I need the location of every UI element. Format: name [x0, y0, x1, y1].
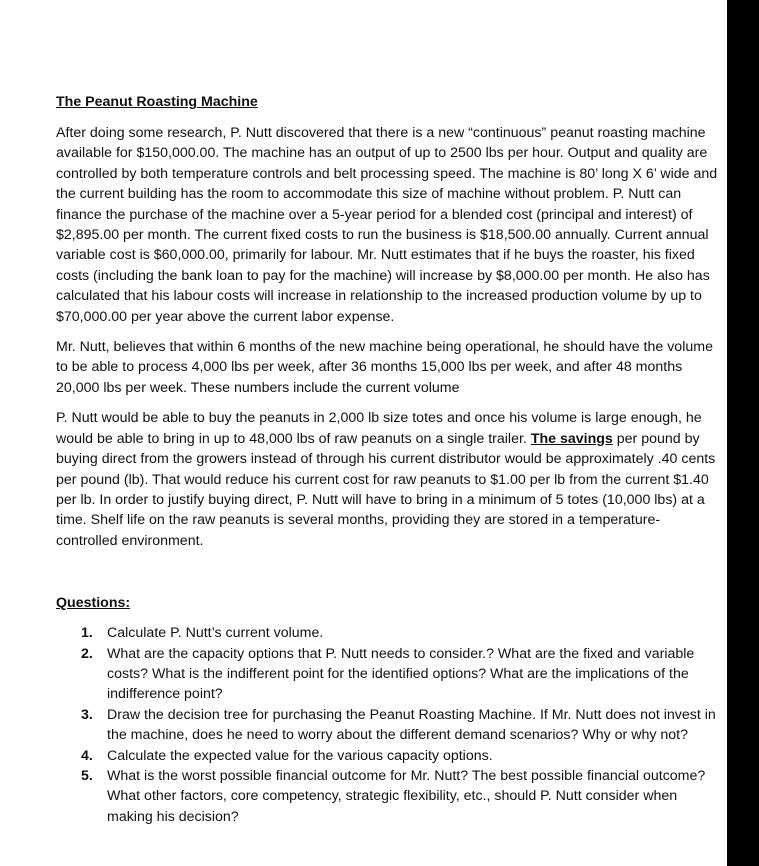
question-number: 5.: [81, 767, 93, 784]
paragraph-volume-forecast: [56, 337, 718, 398]
paragraph-3-text: [56, 408, 718, 551]
question-item: [56, 746, 718, 766]
paragraph-2-text: Mr. Nutt, believes that within 6 months of the new machine being operational, he should have the volume to be able to process 4,000 lbs per week, after 36 months 15,000 lbs per week, and after 48 months 20,000 lbs per week. These numbers include the current volume: [56, 339, 713, 396]
question-text: What is the worst possible financial outcome for Mr. Nutt? The best possible financial outcome? What other factors, core competency, strategic flexibility, etc., should P. Nutt consider when making his decision?: [107, 767, 706, 825]
document-title: The Peanut Roasting Machine: [56, 94, 258, 110]
question-item: [56, 766, 718, 827]
paragraph-machine-details: [56, 123, 718, 327]
question-text: Calculate P. Nutt’s current volume.: [107, 625, 324, 642]
question-item: [56, 705, 718, 746]
question-text: Draw the decision tree for purchasing the Peanut Roasting Machine. If Mr. Nutt does not invest in the machine, does he need to worry about the different demand scenarios? Why or why not?: [107, 706, 716, 744]
question-number: 2.: [81, 645, 93, 662]
paragraph-3-after: per pound by buying direct from the growers instead of through his current distributor would be approximately .40 cents per pound (lb). That would reduce his current cost for raw peanuts to $1.00 per lb from the current $1.40 per lb. In order to justify buying direct, P. Nutt will have to bring in a minimum of 5 totes (10,000 lbs) at a time. Shelf life on the raw peanuts is several months, providing they are stored in a temperature-controlled environment.: [56, 430, 716, 549]
paragraph-3-before: P. Nutt would be able to buy the peanuts in 2,000 lb size totes and once his volume is large enough, he would be able to bring in up to 48,000 lbs of raw peanuts on a single trailer.: [56, 410, 702, 447]
question-item: [56, 644, 718, 705]
questions-heading: Questions:: [56, 595, 131, 612]
question-number: 3.: [81, 706, 93, 723]
paragraph-1-text: After doing some research, P. Nutt discovered that there is a new “continuous” peanut roasting machine available for $150,000.00. The machine has an output of up to 2500 lbs per hour. Output and quality are controlled by both temperature controls and belt processing speed. The machine is 80’ long X 6’ wide and the current building has the room to accommodate this size of machine without problem. P. Nutt can finance the purchase of the machine over a 5-year period for a blended cost (principal and interest) of $2,895.00 per month. The current fixed costs to run the business is $18,500.00 annually. Current annual variable cost is $60,000.00, primarily for labour. Mr. Nutt estimates that if he buys the roaster, his fixed costs (including the bank loan to pay for the machine) will increase by $8,000.00 per month. He also has calculated that his labour costs will increase in relationship to the increased production volume by up to $70,000.00 per year above the current labor expense.: [56, 125, 718, 325]
questions-list: [56, 623, 718, 827]
document-content: [56, 92, 718, 827]
question-text: What are the capacity options that P. Nutt needs to consider.? What are the fixed and variable costs? What is the indifferent point for the identified options? What are the implications of the indifference point?: [107, 645, 695, 703]
savings-emphasis: The savings: [530, 430, 613, 447]
paragraph-peanut-purchasing: [56, 408, 718, 551]
question-item: [56, 623, 718, 643]
question-number: 1.: [81, 625, 93, 642]
window-edge-bar: [727, 0, 759, 866]
question-number: 4.: [81, 747, 93, 764]
question-text: Calculate the expected value for the various capacity options.: [107, 747, 493, 764]
